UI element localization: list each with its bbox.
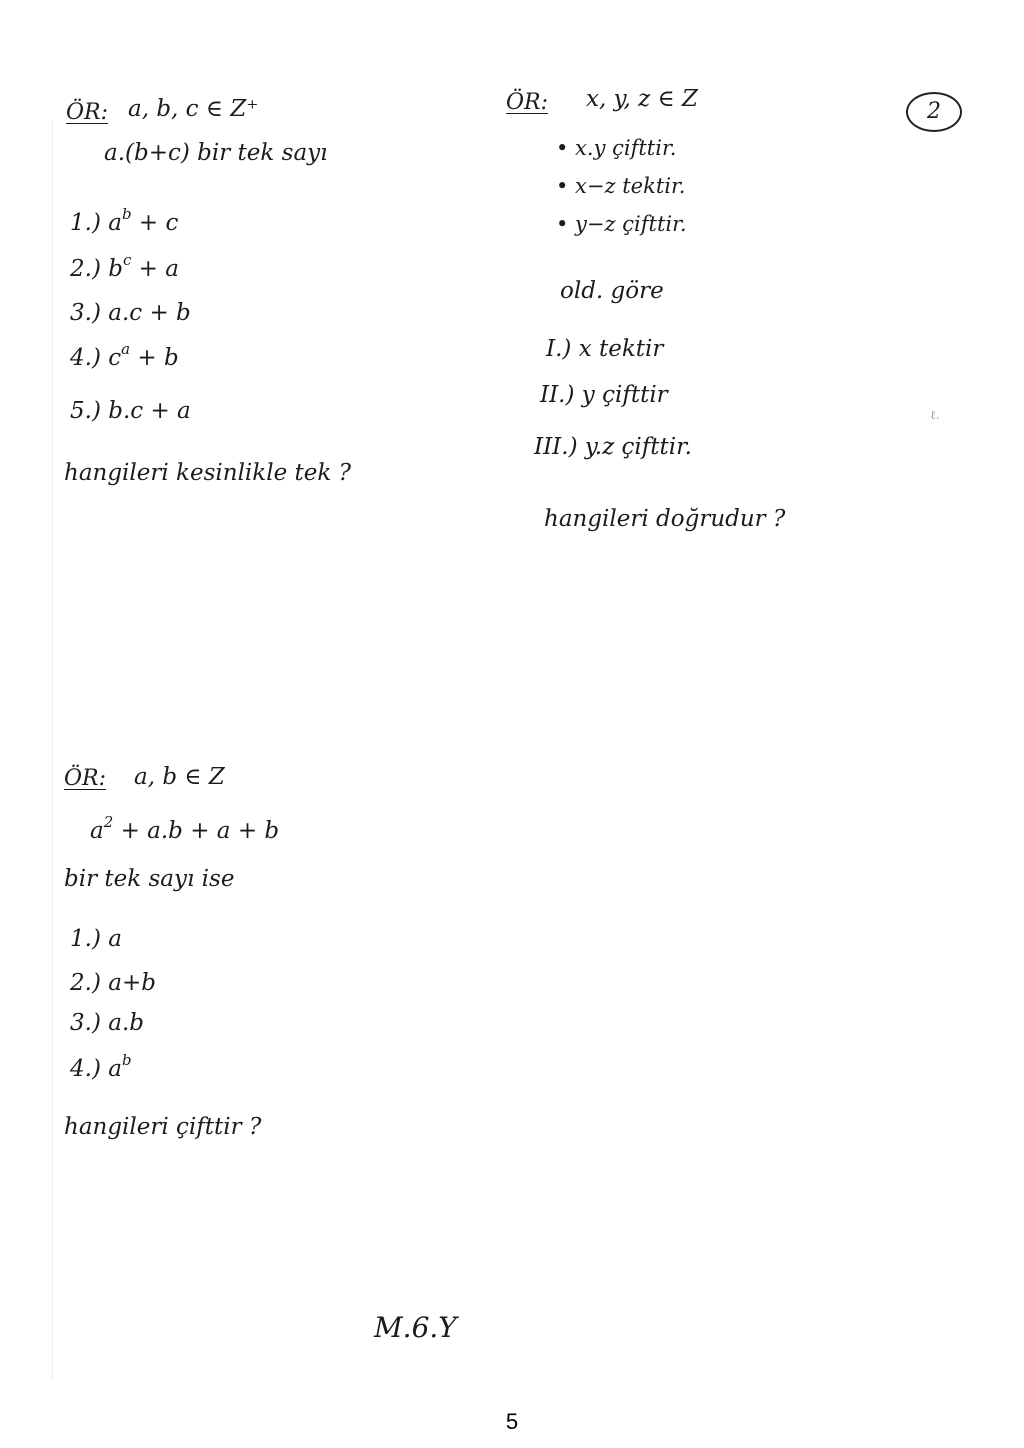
statement-text: y.z çifttir.: [584, 434, 692, 460]
ex1-option-4: [70, 339, 179, 371]
ex2-statement-3: [534, 436, 692, 459]
option-exponent: c: [122, 250, 132, 269]
ex1-condition: a.(b+c) bir tek sayı: [104, 140, 328, 166]
option-base: a: [108, 926, 122, 952]
ex2-label: ÖR:: [506, 90, 549, 115]
option-number: 5.): [70, 398, 101, 424]
ex2-bullet-3: • y−z çifttir.: [556, 212, 687, 236]
statement-text: x tektir: [578, 336, 664, 362]
ex3-question: hangileri çifttir ?: [64, 1114, 262, 1140]
option-rest: + c: [131, 210, 179, 236]
ex2-question: hangileri doğrudur ?: [544, 506, 786, 532]
ex2-statement-2: [540, 384, 668, 407]
option-base: b.c + a: [108, 398, 191, 424]
option-exponent: a: [121, 339, 131, 358]
option-number: 2.): [70, 256, 101, 282]
option-number: 1.): [70, 926, 101, 952]
statement-number: III.): [534, 434, 578, 460]
ex3-given: a, b ∈ Z: [134, 764, 225, 790]
ex1-label: ÖR:: [66, 100, 109, 125]
scan-edge: [52, 120, 53, 1380]
ex1-option-5: [70, 400, 191, 423]
ex3-label: ÖR:: [64, 766, 107, 791]
ex2-bullet-1: • x.y çifttir.: [556, 136, 677, 160]
option-rest: + a: [131, 256, 179, 282]
circled-page-number: 2: [906, 92, 962, 132]
option-number: 4.): [70, 1056, 101, 1082]
ex1-option-1: [70, 204, 179, 236]
option-number: 2.): [70, 970, 101, 996]
option-base: a+b: [108, 970, 156, 996]
ex1-question: hangileri kesinlikle tek ?: [64, 460, 351, 486]
option-base: c: [108, 345, 122, 371]
ex3-option-4: [70, 1050, 132, 1082]
ex3-option-3: [70, 1012, 144, 1035]
option-number: 3.): [70, 300, 101, 326]
option-rest: + b: [130, 345, 179, 371]
option-number: 3.): [70, 1010, 101, 1036]
ex3-option-1: [70, 928, 122, 951]
statement-number: I.): [546, 336, 572, 362]
option-base: b: [108, 256, 123, 282]
option-base: a: [108, 1056, 122, 1082]
expr-rest: + a.b + a + b: [113, 818, 280, 844]
option-exponent: b: [121, 204, 132, 223]
ex1-option-3: [70, 302, 191, 325]
option-base: a: [108, 210, 122, 236]
expr-exponent: 2: [103, 812, 114, 831]
ex3-expression: [90, 812, 280, 844]
ex3-option-2: [70, 972, 156, 995]
statement-text: y çifttir: [581, 382, 668, 408]
ex1-option-2: [70, 250, 179, 282]
statement-number: II.): [540, 382, 575, 408]
ex2-statement-1: [546, 338, 663, 361]
option-number: 4.): [70, 345, 101, 371]
option-base: a.b: [108, 1010, 144, 1036]
ex2-bullet-2: • x−z tektir.: [556, 174, 686, 198]
ex2-given: x, y, z ∈ Z: [586, 86, 698, 112]
margin-mark: ℓ.: [930, 408, 940, 422]
page-number: 5: [505, 1409, 519, 1434]
option-number: 1.): [70, 210, 101, 236]
ex1-given: a, b, c ∈ Z⁺: [128, 96, 259, 122]
expr-base: a: [90, 818, 104, 844]
ex2-ruled: old. göre: [560, 278, 664, 304]
option-base: a.c + b: [108, 300, 191, 326]
author-signature: M.6.Y: [374, 1311, 457, 1344]
option-exponent: b: [121, 1050, 132, 1069]
ex3-condition: bir tek sayı ise: [64, 866, 235, 892]
